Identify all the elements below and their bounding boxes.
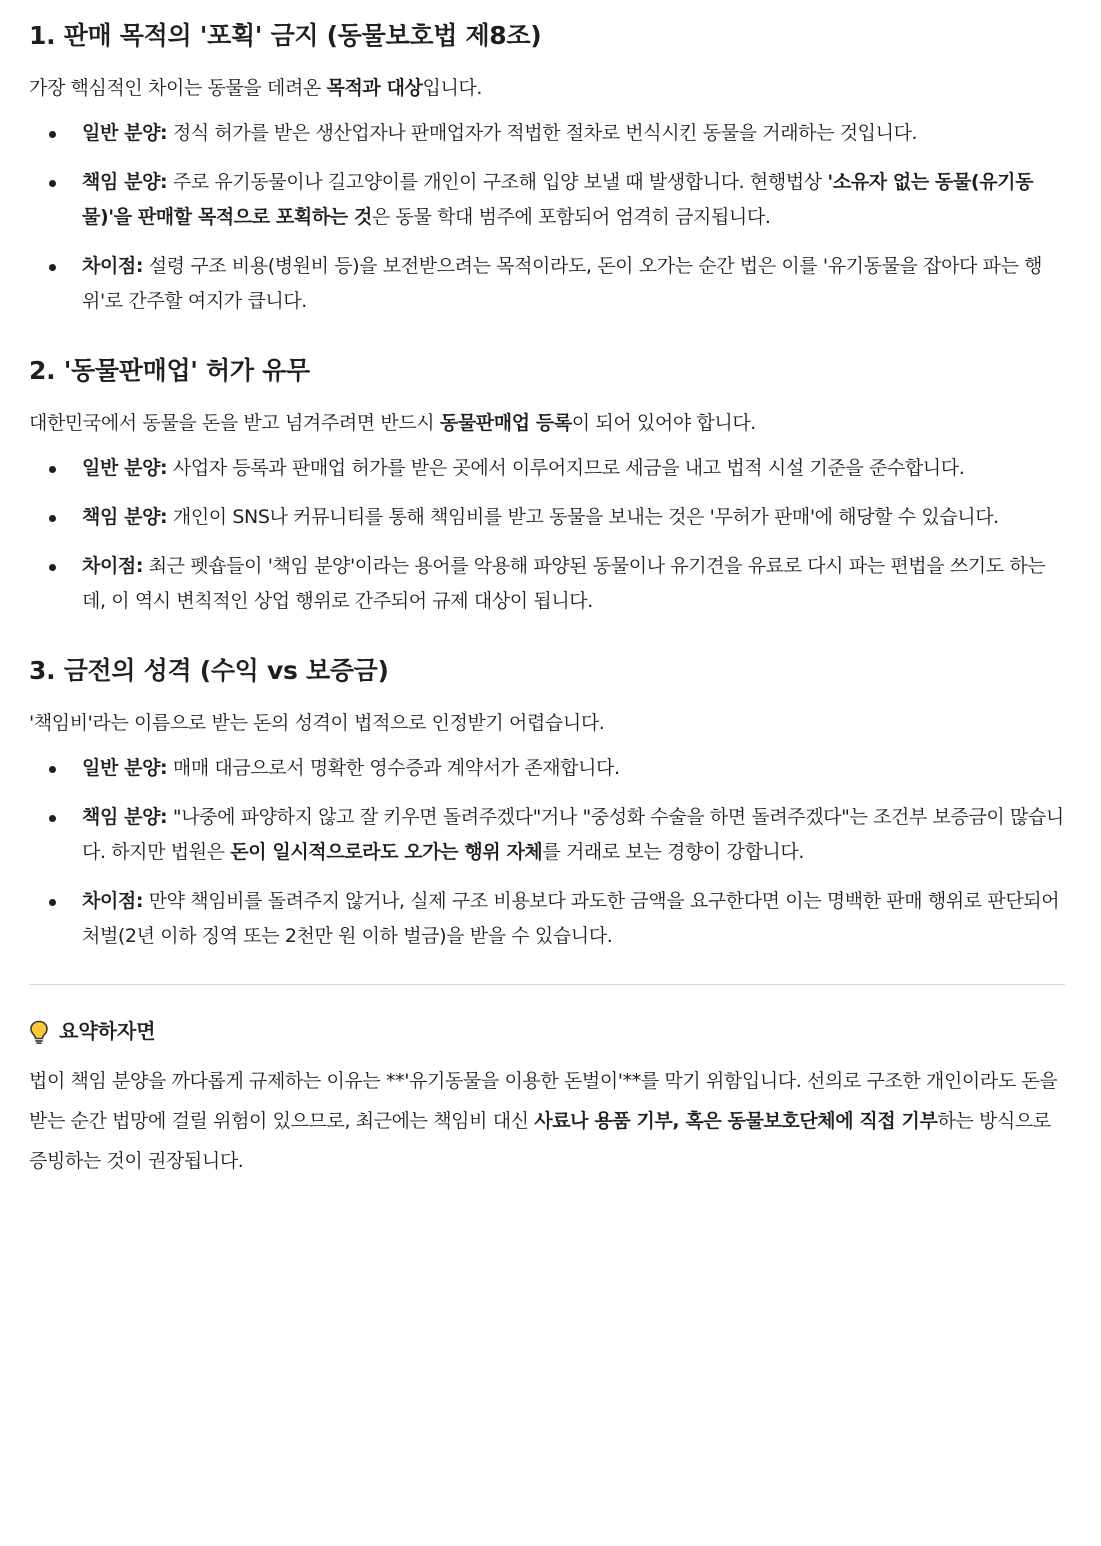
item-term: 일반 분양: [82, 122, 168, 144]
section-intro: 대한민국에서 동물을 돈을 받고 넘겨주려면 반드시 동물판매업 등록이 되어 있어야 합니다. [29, 412, 756, 434]
item-term: 차이점: [82, 890, 144, 912]
item-term: 일반 분양: [82, 757, 168, 779]
section-2 [29, 349, 1065, 619]
item-term: 차이점: [82, 255, 144, 277]
item-term: 책임 분양: [82, 506, 168, 528]
list-item [29, 500, 1065, 535]
summary [29, 1013, 1065, 1181]
bullet-list [29, 751, 1065, 954]
item-text: 설령 구조 비용(병원비 등)을 보전받으려는 목적이라도, 돈이 오가는 순간 법은 이를 '유기동물을 잡아다 파는 행위'로 간주할 여지가 큽니다. [82, 255, 1043, 312]
bullet-list [29, 451, 1065, 619]
item-term: 책임 분양: [82, 806, 168, 828]
item-text: 개인이 SNS나 커뮤니티를 통해 책임비를 받고 동물을 보내는 것은 '무허가 판매'에 해당할 수 있습니다. [167, 506, 999, 528]
item-text: 매매 대금으로서 명확한 영수증과 계약서가 존재합니다. [167, 757, 620, 779]
item-text: 최근 펫숍들이 '책임 분양'이라는 용어를 악용해 파양된 동물이나 유기견을 유료로 다시 파는 편법을 쓰기도 하는데, 이 역시 변칙적인 상업 행위로 간주되어 규제 대상이 됩니다. [82, 555, 1046, 612]
list-item [29, 884, 1065, 954]
lightbulb-icon [29, 1019, 49, 1043]
item-term: 차이점: [82, 555, 144, 577]
summary-heading [29, 1013, 1065, 1049]
list-item [29, 549, 1065, 619]
bullet-list [29, 116, 1065, 319]
item-term: 일반 분양: [82, 457, 168, 479]
divider [29, 984, 1065, 985]
item-term: 책임 분양: [82, 171, 168, 193]
section-heading: 2. '동물판매업' 허가 유무 [29, 356, 310, 385]
item-text: 만약 책임비를 돌려주지 않거나, 실제 구조 비용보다 과도한 금액을 요구한다면 이는 명백한 판매 행위로 판단되어 처벌(2년 이하 징역 또는 2천만 원 이하 벌금)을 받을 수 있습니다. [82, 890, 1060, 947]
item-text: 사업자 등록과 판매업 허가를 받은 곳에서 이루어지므로 세금을 내고 법적 시설 기준을 준수합니다. [167, 457, 965, 479]
list-item [29, 116, 1065, 151]
section-intro: 가장 핵심적인 차이는 동물을 데려온 목적과 대상입니다. [29, 77, 483, 99]
list-item: 책임 분양: 주로 유기동물이나 길고양이를 개인이 구조해 입양 보낼 때 발생합니다. 현행법상 '소유자 없는 동물(유기동물)'을 판매할 목적으로 포획하는 것은 동물 학대 범주에 포함되어 엄격히 금지됩니다. [29, 165, 1065, 235]
list-item: 책임 분양: "나중에 파양하지 않고 잘 키우면 돌려주겠다"거나 "중성화 수술을 하면 돌려주겠다"는 조건부 보증금이 많습니다. 하지만 법원은 돈이 일시적으로라도 오가는 행위 자체를 거래로 보는 경향이 강합니다. [29, 800, 1065, 870]
list-item [29, 751, 1065, 786]
item-text: 정식 허가를 받은 생산업자나 판매업자가 적법한 절차로 번식시킨 동물을 거래하는 것입니다. [167, 122, 918, 144]
summary-title: 요약하자면 [59, 1019, 156, 1043]
section-3 [29, 649, 1065, 954]
section-1 [29, 14, 1065, 319]
list-item [29, 249, 1065, 319]
summary-body: 법이 책임 분양을 까다롭게 규제하는 이유는 **'유기동물을 이용한 돈벌이'**를 막기 위함입니다. 선의로 구조한 개인이라도 돈을 받는 순간 법망에 걸릴 위험이 있으므로, 최근에는 책임비 대신 사료나 용품 기부, 혹은 동물보호단체에 직접 기부하는 방식으로 증빙하는 것이 권장됩니다. [29, 1070, 1058, 1172]
list-item [29, 451, 1065, 486]
section-heading: 1. 판매 목적의 '포획' 금지 (동물보호법 제8조) [29, 21, 542, 50]
section-intro: '책임비'라는 이름으로 받는 돈의 성격이 법적으로 인정받기 어렵습니다. [29, 712, 605, 734]
section-heading: 3. 금전의 성격 (수익 vs 보증금) [29, 656, 389, 685]
